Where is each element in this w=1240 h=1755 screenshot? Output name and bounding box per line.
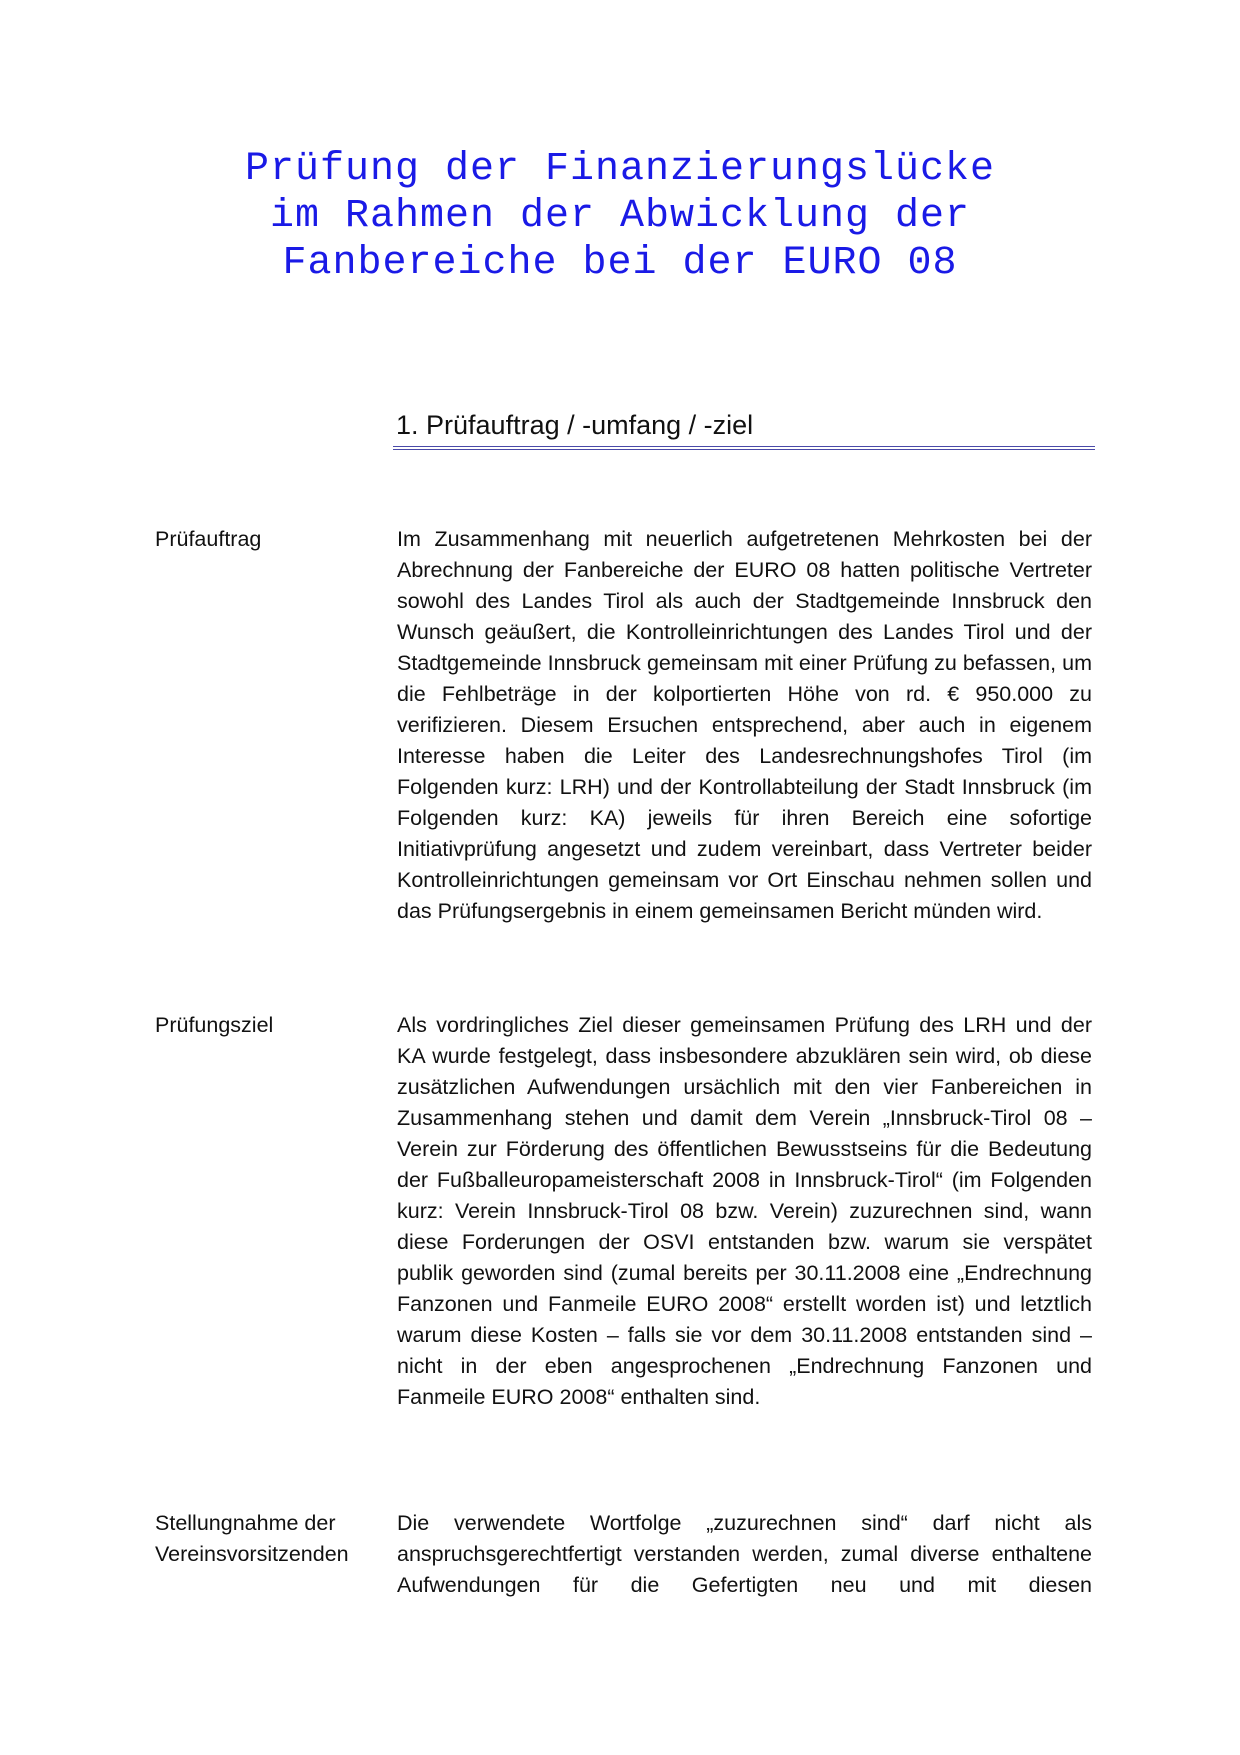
margin-label-line-1: Stellungnahme der — [155, 1511, 336, 1535]
heading-underline — [393, 446, 1095, 450]
margin-label-pruefauftrag: Prüfauftrag — [155, 527, 262, 551]
paragraph-pruefungsziel: Als vordringliches Ziel dieser gemeinsamen Prüfung des LRH und der KA wurde festgelegt, dass insbesondere abzuklären sein wird, ob diese zusätzlichen Aufwendungen ursächlich mit den vier Fanbereichen in Zusammenhang stehen und damit dem Verein „Innsbruck-Tirol 08 – Verein zur Förderung des öffentlichen Bewusstseins für die Bedeutung der Fußballeuropameisterschaft 2008 in Innsbruck-Tirol“ (im Folgenden kurz: Verein Innsbruck-Tirol 08 bzw. Verein) zuzurechnen sind, wann diese Forderungen der OSVI entstanden bzw. warum sie verspätet publik geworden sind (zumal bereits per 30.11.2008 eine „Endrechnung Fanzonen und Fanmeile EURO 2008“ erstellt worden ist) und letztlich warum diese Kosten – falls sie vor dem 30.11.2008 entstanden sind – nicht in der eben angesprochenen „Endrechnung Fanzonen und Fanmeile EURO 2008“ enthalten sind. — [397, 1013, 1092, 1409]
margin-label-line-2: Vereinsvorsitzenden — [155, 1542, 349, 1566]
title-line-1: Prüfung der Finanzierungslücke — [244, 147, 996, 192]
margin-label-stellungnahme — [155, 1508, 385, 1570]
paragraph-pruefauftrag: Im Zusammenhang mit neuerlich aufgetretenen Mehrkosten bei der Abrechnung der Fanbereiche der EURO 08 hatten politische Vertreter sowohl des Landes Tirol als auch der Stadtgemeinde Innsbruck den Wunsch geäußert, die Kontrolleinrichtungen des Landes Tirol und der Stadtgemeinde Innsbruck gemeinsam mit einer Prüfung zu befassen, um die Fehlbeträge in der kolportierten Höhe von rd. € 950.000 zu verifizieren. Diesem Ersuchen entsprechend, aber auch in eigenem Interesse haben die Leiter des Landesrechnungshofes Tirol (im Folgenden kurz: LRH) und der Kontrollabteilung der Stadt Innsbruck (im Folgenden kurz: KA) jeweils für ihren Bereich eine sofortige Initiativprüfung angesetzt und zudem vereinbart, dass Vertreter beider Kontrolleinrichtungen gemeinsam vor Ort Einschau nehmen sollen und das Prüfungsergebnis in einem gemeinsamen Bericht münden wird. — [397, 527, 1092, 923]
paragraph-stellungnahme: Die verwendete Wortfolge „zuzurechnen sind“ darf nicht als anspruchsgerechtfertigt verstanden werden, zumal diverse enthaltene Aufwendungen für die Gefertigten neu und mit diesen — [397, 1511, 1092, 1597]
document-title — [150, 146, 1090, 287]
section-heading: 1. Prüfauftrag / -umfang / -ziel — [396, 410, 754, 440]
title-line-3: Fanbereiche bei der EURO 08 — [282, 241, 958, 286]
margin-label-pruefungsziel: Prüfungsziel — [155, 1013, 274, 1037]
title-line-2: im Rahmen der Abwicklung der — [269, 194, 971, 239]
